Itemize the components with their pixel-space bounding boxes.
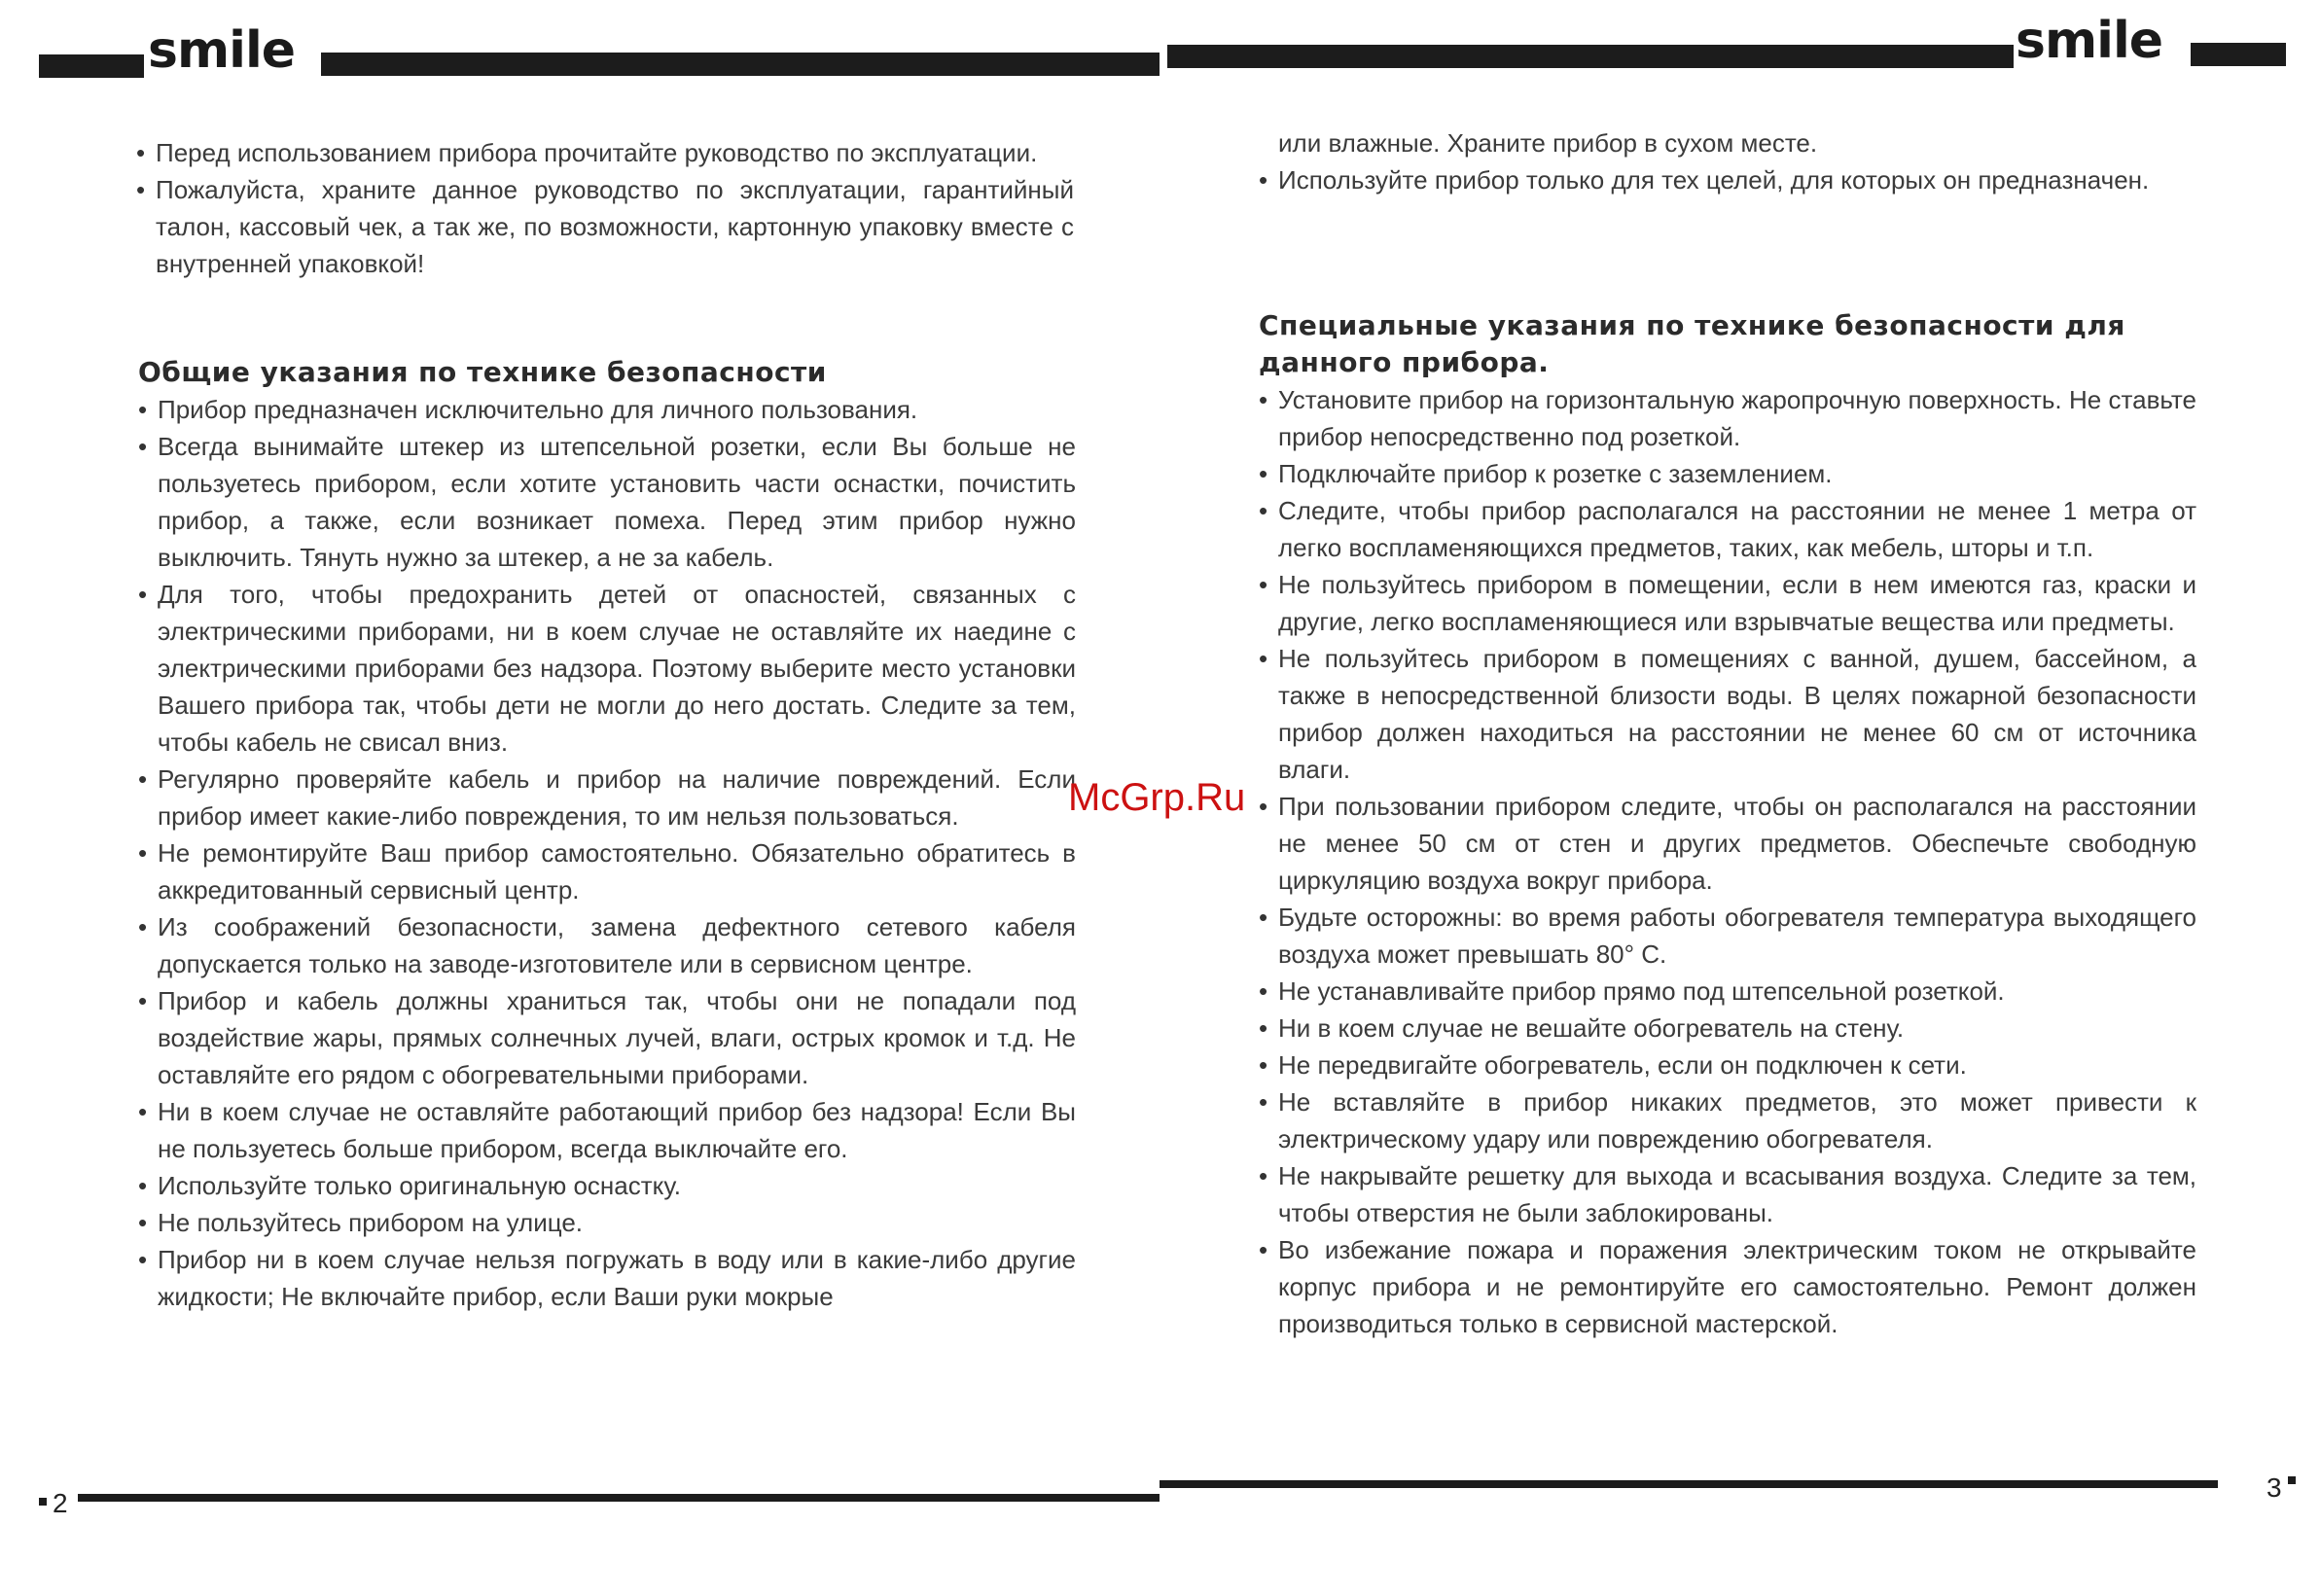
- footer-square-right: [2288, 1476, 2296, 1484]
- list-item: • Регулярно проверяйте кабель и прибор на наличие повреждений. Если прибор имеет какие-либо повреждения, то им нельзя пользоваться.: [138, 761, 1076, 834]
- watermark: McGrp.Ru: [1068, 776, 1246, 819]
- special-safety-list: [1259, 381, 2196, 1342]
- general-safety-section: [138, 354, 1076, 1315]
- right-page: [1160, 0, 2320, 1596]
- special-safety-section: [1259, 307, 2196, 1342]
- footer-bar-left: [78, 1494, 1160, 1502]
- list-item: • Прибор ни в коем случае нельзя погружать в воду или в какие-либо другие жидкости; Не включайте прибор, если Ваши руки мокрые: [138, 1241, 1076, 1315]
- list-item: • Не пользуйтесь прибором на улице.: [138, 1204, 1076, 1241]
- brand-logo-right: smile: [2016, 12, 2163, 70]
- list-item: • Не пользуйтесь прибором в помещениях с ванной, душем, бассейном, а также в непосредственной близости воды. В целях пожарной безопасности прибор должен находиться на расстоянии не менее 60 см от источника влаги.: [1259, 640, 2196, 788]
- header-bar-left-a: [39, 54, 144, 78]
- list-item: • Ни в коем случае не оставляйте работающий прибор без надзора! Если Вы не пользуетесь больше прибором, всегда выключайте его.: [138, 1093, 1076, 1167]
- footer-bar-right: [1160, 1480, 2218, 1488]
- list-item: • Не пользуйтесь прибором в помещении, если в нем имеются газ, краски и другие, легко воспламеняющиеся или взрывчатые вещества или предметы.: [1259, 566, 2196, 640]
- list-item: • Не передвигайте обогреватель, если он подключен к сети.: [1259, 1046, 2196, 1083]
- list-item: • Не ремонтируйте Ваш прибор самостоятельно. Обязательно обратитесь в аккредитованный сервисный центр.: [138, 834, 1076, 908]
- list-item: • Для того, чтобы предохранить детей от опасностей, связанных с электрическими приборами, ни в коем случае не оставляйте их наедине с электрическими приборами без надзора. Поэтому выберите место установки Вашего прибора так, чтобы дети не могли до него достать. Следите за тем, чтобы кабель не свисал вниз.: [138, 576, 1076, 761]
- list-item: • Не накрывайте решетку для выхода и всасывания воздуха. Следите за тем, чтобы отверстия не были заблокированы.: [1259, 1157, 2196, 1231]
- header-bar-left-b: [321, 53, 1160, 76]
- section-title: Общие указания по технике безопасности: [138, 356, 827, 388]
- list-item: • Используйте прибор только для тех целей, для которых он предназначен.: [1259, 161, 2196, 198]
- list-item: • При пользовании прибором следите, чтобы он располагался на расстоянии не менее 50 см от стен и других предметов. Обеспечьте свободную циркуляцию воздуха вокруг прибора.: [1259, 788, 2196, 899]
- intro-note: • Перед использованием прибора прочитайте руководство по эксплуатации.: [136, 134, 1074, 171]
- list-item: • Подключайте прибор к розетке с заземлением.: [1259, 455, 2196, 492]
- footer-square-left: [39, 1498, 47, 1506]
- safety-list: [138, 391, 1076, 1315]
- list-item: • Прибор и кабель должны храниться так, чтобы они не попадали под воздействие жары, прямых солнечных лучей, влаги, острых кромок и т.д. Не оставляйте его рядом с обогревательными приборами.: [138, 982, 1076, 1093]
- page-number: 2: [53, 1488, 68, 1518]
- list-item: • Не вставляйте в прибор никаких предметов, это может привести к электрическому удару или повреждению обогревателя.: [1259, 1083, 2196, 1157]
- brand-logo-left: smile: [148, 21, 296, 80]
- header-bar-right-a: [1167, 45, 2014, 68]
- intro-note: • Пожалуйста, храните данное руководство по эксплуатации, гарантийный талон, кассовый чек, а так же, по возможности, картонную упаковку вместе с внутренней упаковкой!: [136, 171, 1074, 282]
- intro-notes: [136, 134, 1074, 282]
- continuation-text: или влажные. Храните прибор в сухом месте.: [1278, 128, 1818, 158]
- page-number: 3: [2266, 1472, 2282, 1503]
- list-item: • Из соображений безопасности, замена дефектного сетевого кабеля допускается только на заводе-изготовителе или в сервисном центре.: [138, 908, 1076, 982]
- list-item: • Будьте осторожны: во время работы обогревателя температура выходящего воздуха может превышать 80° С.: [1259, 899, 2196, 973]
- list-item: • Установите прибор на горизонтальную жаропрочную поверхность. Не ставьте прибор непосредственно под розеткой.: [1259, 381, 2196, 455]
- list-item: • Используйте только оригинальную оснастку.: [138, 1167, 1076, 1204]
- list-item: • Прибор предназначен исключительно для личного пользования.: [138, 391, 1076, 428]
- list-item: • Во избежание пожара и поражения электрическим током не открывайте корпус прибора и не ремонтируйте его самостоятельно. Ремонт должен производиться только в сервисной мастерской.: [1259, 1231, 2196, 1342]
- list-item: • Не устанавливайте прибор прямо под штепсельной розеткой.: [1259, 973, 2196, 1010]
- section-title: Специальные указания по технике безопасности для данного прибора.: [1259, 309, 2125, 378]
- header-bar-right-b: [2191, 43, 2286, 66]
- list-item: • Следите, чтобы прибор располагался на расстоянии не менее 1 метра от легко воспламеняющихся предметов, таких, как мебель, шторы и т.п.: [1259, 492, 2196, 566]
- list-item: • Всегда вынимайте штекер из штепсельной розетки, если Вы больше не пользуетесь прибором, если хотите установить части оснастки, почистить прибор, а также, если возникает помеха. Перед этим прибор нужно выключить. Тянуть нужно за штекер, а не за кабель.: [138, 428, 1076, 576]
- continuation: [1259, 124, 2196, 198]
- list-item: • Ни в коем случае не вешайте обогреватель на стену.: [1259, 1010, 2196, 1046]
